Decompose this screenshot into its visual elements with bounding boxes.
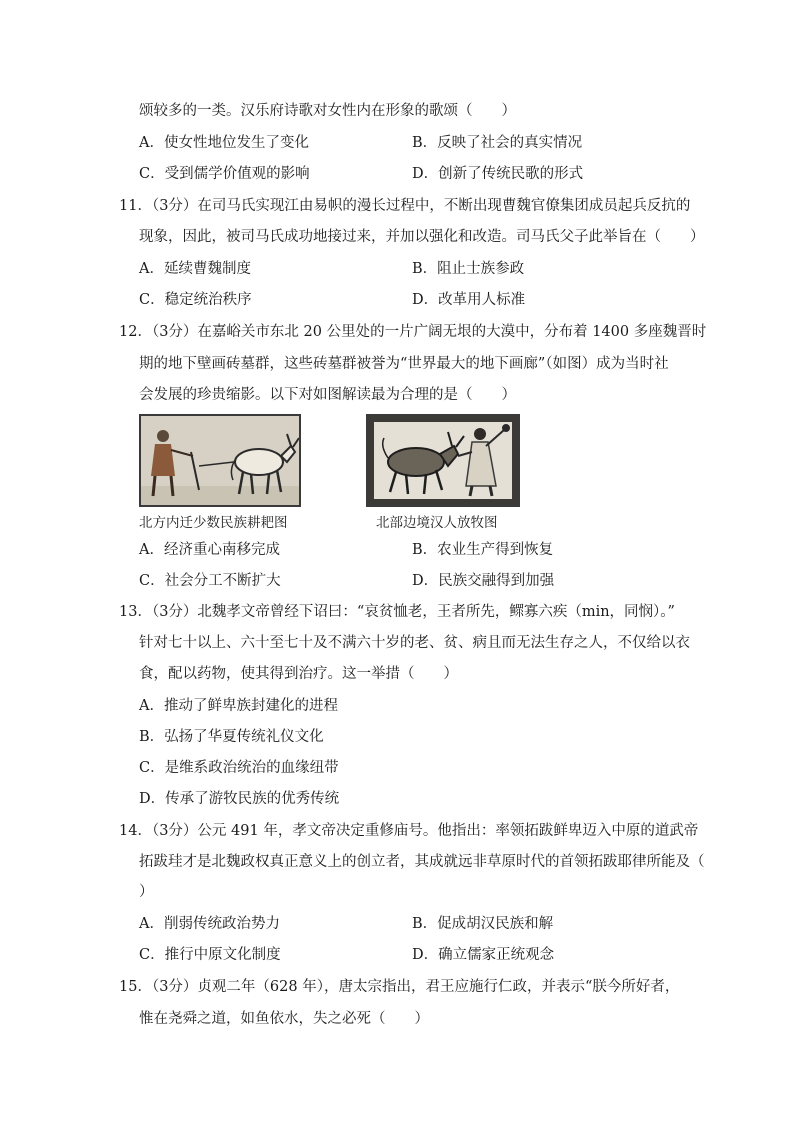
q14-option-a[interactable]: A．削弱传统政治势力 — [139, 916, 280, 932]
q13-stem-line2: 针对七十以上、六十至七十及不满六十岁的老、贫、病且而无法生存之人，不仅给以衣 — [139, 635, 690, 651]
q12-option-d[interactable]: D．民族交融得到加强 — [412, 573, 555, 589]
q11-option-c[interactable]: C．稳定统治秩序 — [139, 292, 252, 308]
q11-stem-line1: 11．（3分）在司马氏实现江由易帜的漫长过程中，不断出现曹魏官僚集团成员起兵反抗的 — [119, 198, 691, 214]
q15-stem-line2: 惟在尧舜之道，如鱼依水，失之必死（ ） — [139, 1011, 429, 1027]
q12-stem-line1: 12．（3分）在嘉峪关市东北 20 公里处的一片广阔无垠的大漠中，分布着 1400 多座魏晋时 — [119, 324, 707, 340]
q10-stem: 颂较多的一类。汉乐府诗歌对女性内在形象的歌颂（ ） — [139, 103, 516, 119]
q13-stem-line3: 食，配以药物，使其得到治疗。这一举措（ ） — [139, 666, 458, 682]
q14-stem-line1: 14．（3分）公元 491 年，孝文帝决定重修庙号。他指出：率领拓跋鲜卑迈入中原的道武帝 — [119, 823, 699, 839]
mural-herding-image — [366, 414, 520, 507]
caption-plowing: 北方内迁少数民族耕耙图 — [139, 515, 288, 531]
q12-option-c[interactable]: C．社会分工不断扩大 — [139, 573, 281, 589]
q10-option-b[interactable]: B．反映了社会的真实情况 — [412, 135, 583, 151]
q10-option-d[interactable]: D．创新了传统民歌的形式 — [412, 166, 584, 182]
q12-stem-line2: 期的地下壁画砖墓群，这些砖墓群被誉为“世界最大的地下画廊”（如图）成为当时社 — [139, 356, 669, 372]
q11-option-a[interactable]: A．延续曹魏制度 — [139, 261, 251, 277]
q12-option-b[interactable]: B．农业生产得到恢复 — [412, 542, 554, 558]
q13-option-a[interactable]: A．推动了鲜卑族封建化的进程 — [139, 698, 338, 714]
q14-stem-line3: ） — [139, 884, 154, 900]
q11-stem-line2: 现象，因此，被司马氏成功地接过来，并加以强化和改造。司马氏父子此举旨在（ ） — [139, 229, 705, 245]
q15-stem-line1: 15．（3分）贞观二年（628 年），唐太宗指出，君王应施行仁政，并表示“朕今所好者， — [119, 979, 680, 995]
q14-option-c[interactable]: C．推行中原文化制度 — [139, 947, 281, 963]
q13-option-d[interactable]: D．传承了游牧民族的优秀传统 — [139, 791, 340, 807]
q11-option-b[interactable]: B．阻止士族参政 — [412, 261, 525, 277]
q14-option-b[interactable]: B．促成胡汉民族和解 — [412, 916, 554, 932]
q10-option-a[interactable]: A．使女性地位发生了变化 — [139, 135, 309, 151]
q13-option-b[interactable]: B．弘扬了华夏传统礼仪文化 — [139, 729, 324, 745]
caption-herding: 北部边境汉人放牧图 — [376, 515, 498, 531]
q14-option-d[interactable]: D．确立儒家正统观念 — [412, 947, 555, 963]
q13-option-c[interactable]: C．是维系政治统治的血缘纽带 — [139, 760, 339, 776]
q13-stem-line1: 13．（3分）北魏孝文帝曾经下诏曰：“哀贫恤老，王者所先，鳏寡六疾（min，同悯）。” — [119, 604, 675, 620]
q11-option-d[interactable]: D．改革用人标准 — [412, 292, 526, 308]
mural-plowing-image — [139, 414, 301, 507]
q10-option-c[interactable]: C．受到儒学价值观的影响 — [139, 166, 310, 182]
q14-stem-line2: 拓跋珪才是北魏政权真正意义上的创立者，其成就远非草原时代的首领拓跋耶律所能及（ — [139, 854, 705, 870]
q12-stem-line3: 会发展的珍贵缩影。以下对如图解读最为合理的是（ ） — [139, 387, 516, 403]
q12-option-a[interactable]: A．经济重心南移完成 — [139, 542, 280, 558]
